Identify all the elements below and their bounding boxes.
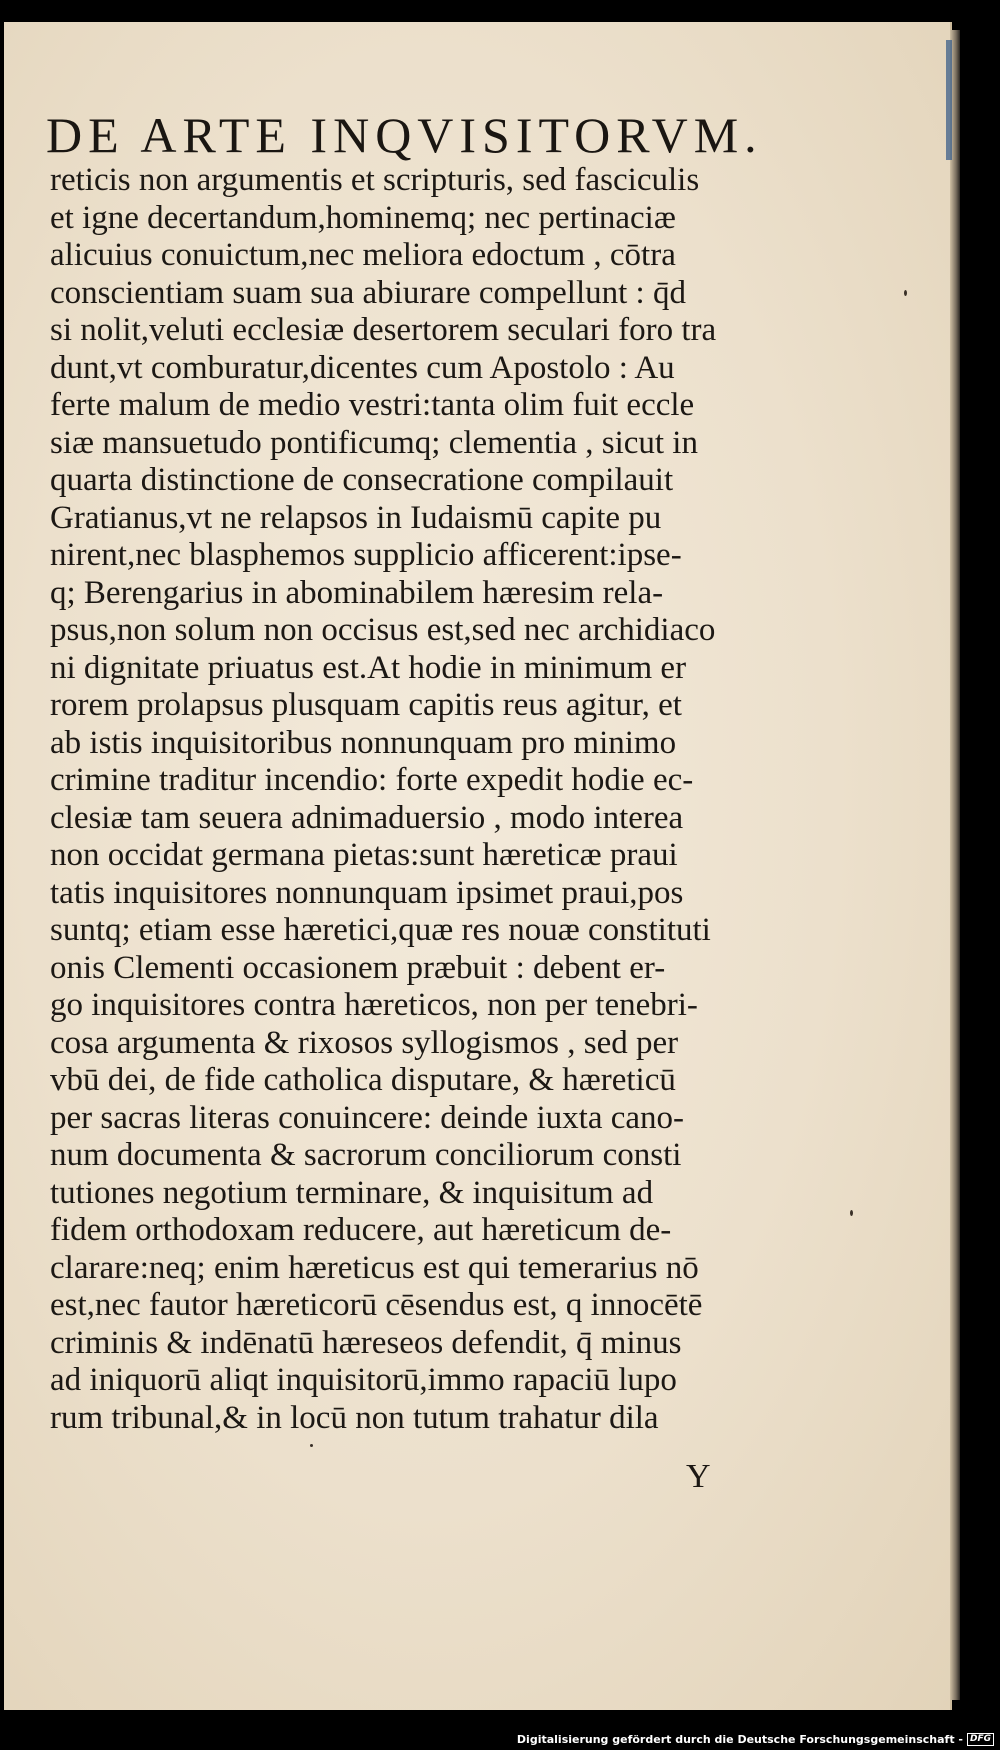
text-line: cosa argumenta & rixosos syllogismos , sed per [50,1024,679,1061]
ink-speck [310,1444,313,1447]
text-line: go inquisitores contra hæreticos, non per tenebri- [50,987,698,1023]
text-line: conscientiam suam sua abiurare compellunt : q̄d [50,274,686,311]
text-line: tutiones negotium terminare, & inquisitum ad [50,1174,654,1211]
text-line: psus,non solum non occisus est,sed nec archidiaco [50,612,716,648]
page-edge [950,30,960,1700]
text-line: clarare:neq; enim hæreticus est qui temerarius nō [50,1249,699,1286]
text-line: nirent,nec blasphemos supplicio afficerent:ipse- [50,537,682,573]
text-line: fidem orthodoxam reducere, aut hæreticum de- [50,1212,672,1248]
text-line: tatis inquisitores nonnunquam ipsimet praui,pos [50,874,684,911]
text-line: ad iniquorū aliqt inquisitorū,immo rapaciū lupo [50,1362,677,1398]
text-line: num documenta & sacrorum conciliorum consti [50,1137,682,1173]
text-line: dunt,vt comburatur,dicentes cum Apostolo : Au [50,349,675,386]
text-line: ferte malum de medio vestri:tanta olim fuit eccle [50,387,695,423]
text-line: vbū dei, de fide catholica disputare, & hæreticū [50,1062,676,1098]
book-page [4,22,952,1710]
ink-speck [850,1210,853,1216]
text-line: crimine traditur incendio: forte expedit hodie ec- [50,762,694,798]
text-line: et igne decertandum,hominemq; nec pertinaciæ [50,199,676,236]
text-line: ni dignitate priuatus est.At hodie in minimum er [50,649,687,686]
text-line: est,nec fautor hæreticorū cēsendus est, q innocētē [50,1287,703,1323]
ink-speck [904,290,907,296]
text-line: clesiæ tam seuera adnimaduersio , modo interea [50,799,684,836]
text-line: suntq; etiam esse hæretici,quæ res nouæ constituti [50,912,711,948]
text-line: q; Berengarius in abominabilem hæresim rela- [50,574,664,611]
binding-edge [946,40,952,160]
credit-text: Digitalisierung gefördert durch die Deutsche Forschungsgemeinschaft - [516,1733,963,1746]
body-text [50,162,940,1437]
running-head: DE ARTE INQVISITORVM. [46,107,763,163]
text-line: alicuius conuictum,nec meliora edoctum , cōtra [50,237,676,273]
text-line: per sacras literas conuincere: deinde iuxta cano- [50,1099,685,1136]
text-line: Gratianus,vt ne relapsos in Iudaismū capite pu [50,499,662,536]
text-line: reticis non argumentis et scripturis, sed fasciculis [50,162,700,198]
text-line: rorem prolapsus plusquam capitis reus agitur, et [50,687,682,723]
digitization-credit [517,1733,994,1746]
text-line: siæ mansuetudo pontificumq; clementia , sicut in [50,424,698,461]
text-line: criminis & indēnatū hæreseos defendit, q̄ minus [50,1324,682,1361]
signature-mark: Y [686,1458,711,1495]
text-line: rum tribunal,& in locū non tutum trahatur dila [50,1399,659,1436]
text-line: quarta distinctione de consecratione compilauit [50,462,674,498]
text-line: non occidat germana pietas:sunt hæreticæ praui [50,837,678,873]
dfg-logo-icon: DFG [967,1733,994,1746]
text-line: si nolit,veluti ecclesiæ desertorem seculari foro tra [50,312,717,348]
text-line: ab istis inquisitoribus nonnunquam pro minimo [50,724,677,761]
text-line: onis Clementi occasionem præbuit : debent er- [50,949,666,986]
